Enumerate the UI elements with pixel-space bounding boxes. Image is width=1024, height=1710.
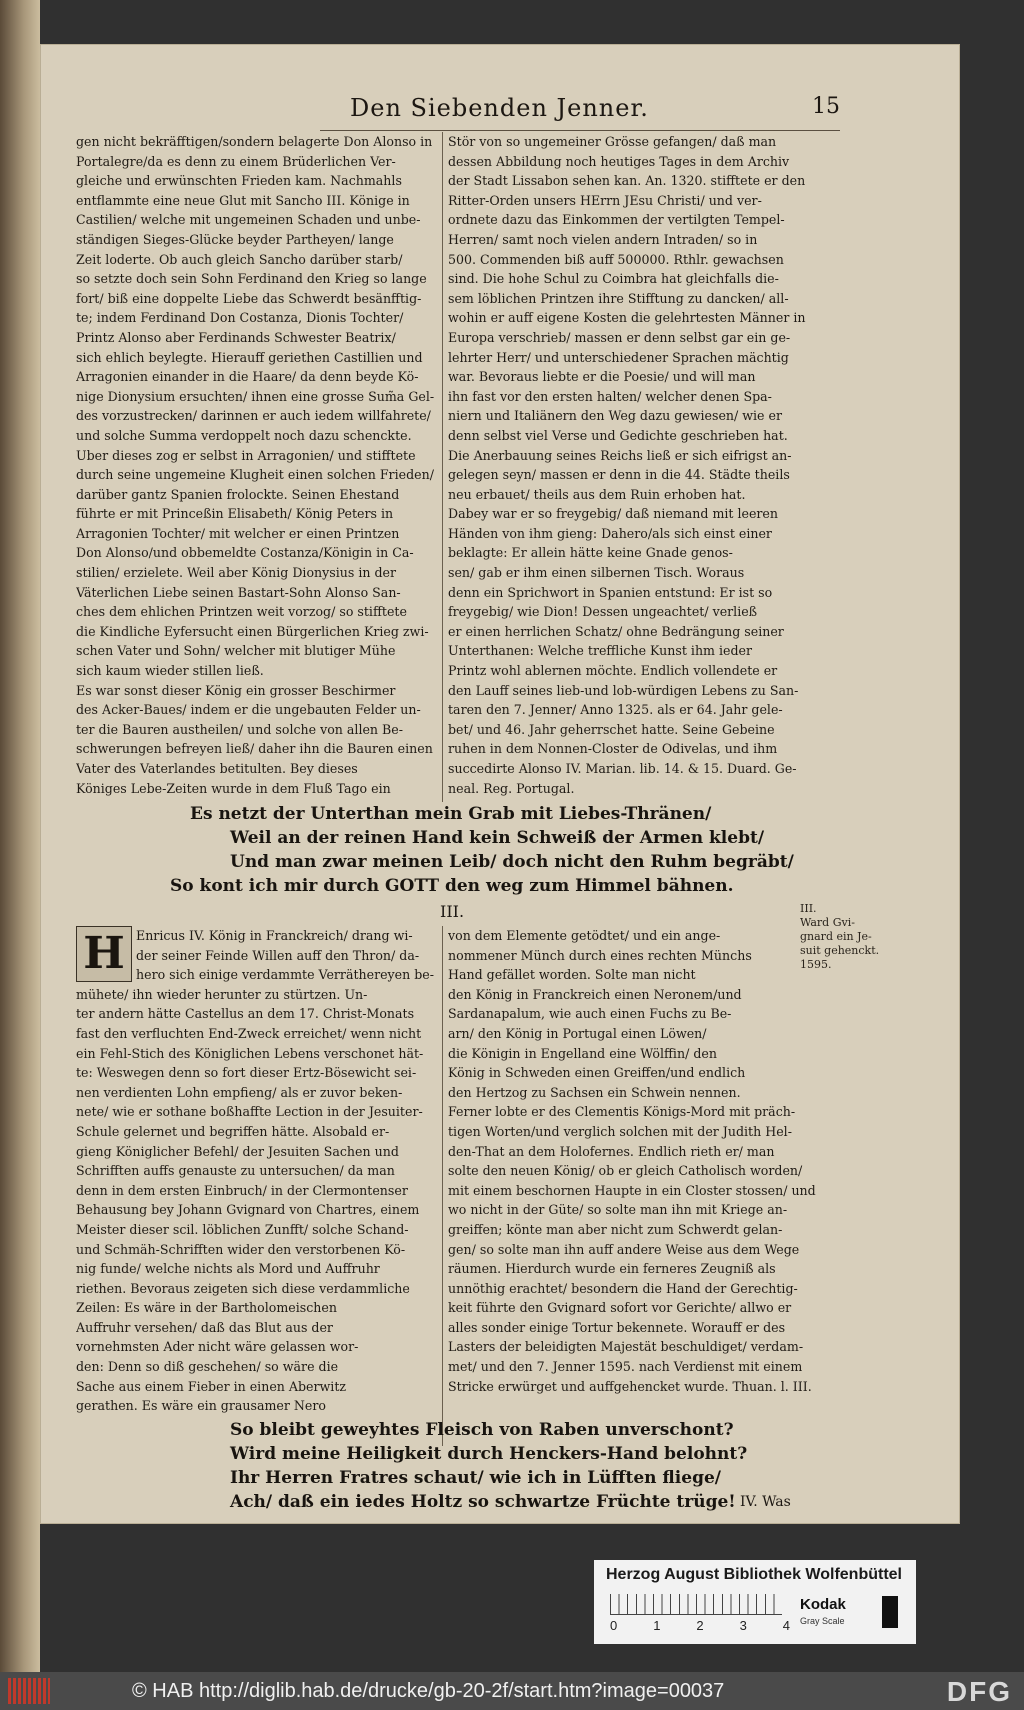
text-line: führte er mit Princeßin Elisabeth/ König Peters in	[76, 506, 394, 522]
text-line: König in Schweden einen Greiffen/und endlich	[448, 1065, 746, 1081]
scanned-page	[40, 44, 960, 1524]
text-line: und Schmäh-Schrifften wider den verstorbenen Kö-	[76, 1241, 406, 1257]
text-line: Auffruhr versehen/ daß das Blut aus der	[76, 1319, 333, 1335]
text-line: Meister dieser scil. löblichen Zunfft/ solche Schand-	[76, 1221, 409, 1237]
text-line: greiffen; könte man aber nicht zum Schwerdt gelan-	[448, 1221, 783, 1237]
text-line: so setzte doch sein Sohn Ferdinand den Krieg so lange	[76, 271, 427, 287]
text-line: gerathen. Es wäre ein grausamer Nero	[76, 1398, 326, 1414]
scale-ruler	[610, 1594, 782, 1615]
gray-scale-label: Gray Scale	[800, 1616, 845, 1626]
column-divider	[442, 926, 443, 1446]
text-line: wo nicht in der Güte/ so solte man ihn mit Kriege an-	[448, 1202, 788, 1218]
text-line: beklagte: Er allein hätte keine Gnade genos-	[448, 545, 733, 561]
text-line: nen verdienten Lohn empfieng/ als er zuvor beken-	[76, 1084, 403, 1100]
text-line: Behausung bey Johann Gvignard von Chartres, einem	[76, 1202, 420, 1218]
decorated-initial: H	[76, 926, 132, 982]
text-line: freygebig/ wie Dion! Dessen ungeachtet/ verließ	[448, 604, 758, 620]
text-line: ständigen Sieges-Glücke beyder Partheyen/ lange	[76, 231, 394, 247]
text-line: unnöthig erachtet/ besondern die Hand der Gerechtig-	[448, 1280, 798, 1296]
text-line: die Königin in Engelland eine Wölffin/ den	[448, 1045, 717, 1061]
text-line: Stricke erwürget und auffgehencket wurde. Thuan. l. III.	[448, 1378, 812, 1394]
text-line: te: Weswegen denn so fort dieser Ertz-Bösewicht sei-	[76, 1065, 417, 1081]
text-line: sem löblichen Printzen ihre Stifftung zu dancken/ all-	[448, 290, 789, 306]
text-line: Zeilen: Es wäre in der Bartholomeischen	[76, 1300, 337, 1316]
text-line: mühete/ ihn wieder herunter zu stürtzen. Un-	[76, 986, 368, 1002]
text-line: den-That an dem Holofernes. Endlich rieth er/ man	[448, 1143, 775, 1159]
text-line: solte den neuen König/ ob er gleich Catholisch worden/	[448, 1163, 803, 1179]
text-line: von dem Elemente getödtet/ und ein ange-	[448, 928, 721, 943]
text-line: ter andern hätte Castellus an dem 17. Christ-Monats	[76, 1006, 415, 1022]
left-column-bottom	[76, 926, 438, 1416]
text-line: Lasters der beleidigten Majestät beschuldiget/ verdam-	[448, 1339, 804, 1355]
column-divider	[442, 132, 443, 802]
text-line: Ritter-Orden unsers HErrn JEsu Christi/ und ver-	[448, 192, 762, 208]
text-line: ruhen in dem Nonnen-Closter de Odivelas, und ihm	[448, 741, 778, 757]
text-line: des vorzustrecken/ darinnen er auch iedem willfahrete/	[76, 408, 431, 424]
text-line: die Kindliche Eyfersucht einen Bürgerlichen Krieg zwi-	[76, 623, 429, 639]
text-line: tigen Worten/und verglich solchen mit der Judith Hel-	[448, 1123, 792, 1139]
right-column-top	[448, 132, 838, 798]
text-line: den Hertzog zu Sachsen ein Schwein nennen.	[448, 1084, 741, 1100]
verse-line: Ihr Herren Fratres schaut/ wie ich in Lüfften fliege/	[230, 1468, 721, 1488]
text-line: Die Anerbauung seines Reichs ließ er sich eifrigst an-	[448, 447, 792, 463]
text-line: Enricus IV. König in Franckreich/ drang wi-	[136, 928, 413, 943]
previous-page-edge	[0, 0, 40, 1672]
text-line: Don Alonso/und obbemeldte Costanza/Königin in Ca-	[76, 545, 414, 561]
text-line: mit einem beschornen Haupte in ein Closter stossen/ und	[448, 1182, 816, 1198]
text-line: te; indem Ferdinand Don Costanza, Dionis Tochter/	[76, 310, 404, 326]
text-line: Dabey war er so freygebig/ daß niemand mit leeren	[448, 506, 778, 522]
text-line: neu erbauet/ theils aus dem Ruin erhoben hat.	[448, 486, 746, 502]
text-line: stilien/ erzielete. Weil aber König Dionysius in der	[76, 565, 397, 581]
text-line: gieng Königlicher Befehl/ der Jesuiten Sachen und	[76, 1143, 399, 1159]
text-line: fast den verfluchten End-Zweck erreichet/ wenn nicht	[76, 1025, 422, 1041]
text-line: denn ein Sprichwort in Spanien entstund: Er ist so	[448, 584, 773, 600]
text-line: Castilien/ welche mit ungemeinen Schaden und unbe-	[76, 212, 421, 228]
text-line: alles sonder einige Tortur bekennete. Worauff er des	[448, 1319, 786, 1335]
text-line: nete/ wie er sothane boßhaffte Lection in der Jesuiter-	[76, 1104, 423, 1120]
margin-note-line: gnard ein Je-	[800, 930, 872, 943]
text-line: arn/ den König in Portugal einen Löwen/	[448, 1025, 707, 1041]
text-line: gleiche und erwünschten Frieden kam. Nachmahls	[76, 173, 402, 189]
text-line: ches dem ehlichen Printzen weit vorzog/ so stifftete	[76, 604, 407, 620]
hab-logo-icon	[8, 1678, 50, 1704]
text-line: schen Vater und Sohn/ welcher mit blutiger Mühe	[76, 643, 396, 659]
text-line: Arragonien Tochter/ mit welcher er einen Printzen	[76, 525, 400, 541]
text-line: des Acker-Baues/ indem er die ungebauten Felder un-	[76, 702, 421, 718]
text-line: Vater des Vaterlandes betitulten. Bey dieses	[76, 761, 358, 776]
margin-note-line: suit gehenckt.	[800, 944, 880, 957]
text-line: met/ und den 7. Jenner 1595. nach Verdienst mit einem	[448, 1359, 803, 1375]
ruler-tick-labels	[610, 1618, 790, 1633]
ruler-tick: 3	[739, 1618, 747, 1633]
text-line: Unterthanen: Welche treffliche Kunst ihm ieder	[448, 643, 753, 659]
text-line: ordnete dazu das Einkommen der vertilgten Tempel-	[448, 212, 785, 228]
page-header	[320, 92, 840, 132]
text-line: Stör von so ungemeiner Grösse gefangen/ daß man	[448, 134, 777, 149]
text-line: fort/ biß eine doppelte Liebe das Schwerdt besänfftig-	[76, 290, 422, 306]
text-line: nig funde/ welche nichts als Mord und Auffruhr	[76, 1261, 380, 1277]
text-line: Es war sonst dieser König ein grosser Beschirmer	[76, 682, 396, 698]
text-line: nommener Münch durch eines rechten Münchs	[448, 947, 752, 963]
text-line: taren den 7. Jenner/ Anno 1325. als er 64. Jahr gele-	[448, 702, 783, 718]
running-title: Den Siebenden Jenner.	[350, 94, 649, 122]
verse-line: Wird meine Heiligkeit durch Henckers-Hand belohnt?	[230, 1444, 748, 1464]
text-line: Uber dieses zog er selbst in Arragonien/ und stifftete	[76, 447, 416, 463]
ruler-tick: 0	[610, 1618, 618, 1633]
text-line: succedirte Alonso IV. Marian. lib. 14. & 15. Duard. Ge-	[448, 761, 797, 776]
text-line: sich ehlich beylegte. Hierauff geriethen Castillien und	[76, 349, 423, 365]
text-line: gen nicht bekräfftigen/sondern belagerte Don Alonso in	[76, 134, 433, 149]
text-line: Printz Alonso aber Ferdinands Schwester Beatrix/	[76, 329, 396, 345]
catchword: IV. Was	[740, 1494, 791, 1510]
text-line: Zeit loderte. Ob auch gleich Sancho darüber starb/	[76, 251, 403, 267]
text-line: darüber gantz Spanien frolockte. Seinen Ehestand	[76, 486, 400, 502]
text-line: lehrter Herr/ und unterschiedener Sprachen mächtig	[448, 349, 789, 365]
text-line: ein Fehl-Stich des Königlichen Lebens verschonet hät-	[76, 1045, 424, 1061]
text-line: vornehmsten Ader nicht wäre gelassen wor-	[76, 1339, 359, 1355]
library-name: Herzog August Bibliothek Wolfenbüttel	[606, 1566, 902, 1583]
text-line: Väterlichen Liebe seinen Bastart-Sohn Alonso San-	[76, 584, 401, 600]
text-line: keit führte den Gvignard sofort vor Gerichte/ allwo er	[448, 1300, 792, 1316]
text-line: 500. Commenden biß auff 500000. Rthlr. gewachsen	[448, 251, 784, 267]
dfg-logo: DFG	[946, 1676, 1012, 1707]
text-line: hero sich einige verdammte Verräthereyen be-	[136, 967, 435, 983]
text-line: gen/ so solte man ihn auff andere Weise aus dem Wege	[448, 1241, 800, 1257]
verse-line: Ach/ daß ein iedes Holtz so schwartze Früchte trüge!	[230, 1492, 736, 1512]
text-line: riethen. Bevoraus zeigeten sich diese verdammliche	[76, 1280, 410, 1296]
text-line: Händen von ihm gieng: Dahero/als sich einst einer	[448, 525, 772, 541]
text-line: sind. Die hohe Schul zu Coimbra hat gleichfalls die-	[448, 271, 779, 287]
gray-patch	[882, 1596, 898, 1628]
text-line: durch seine ungemeine Klugheit einen solchen Frieden/	[76, 467, 434, 483]
ruler-tick: 2	[696, 1618, 704, 1633]
text-line: Herren/ samt noch vielen andern Intraden/ so in	[448, 231, 758, 247]
text-line: den Lauff seines lieb-und lob-würdigen Lebens zu San-	[448, 682, 799, 698]
text-line: ter die Bauren austheilen/ und solche von allen Be-	[76, 721, 404, 737]
kodak-logo: Kodak	[800, 1596, 846, 1613]
text-line: sen/ gab er ihm einen silbernen Tisch. Woraus	[448, 565, 745, 581]
text-line: Sardanapalum, wie auch einen Fuchs zu Be-	[448, 1006, 732, 1022]
margin-note-line: III.	[800, 902, 817, 915]
text-line: den: Denn so diß geschehen/ so wäre die	[76, 1359, 339, 1375]
page-number: 15	[812, 94, 840, 119]
left-column-top	[76, 132, 438, 798]
text-line: Printz wohl ablernen möchte. Endlich vollendete er	[448, 663, 778, 679]
text-line: dessen Abbildung noch heutiges Tages in dem Archiv	[448, 153, 790, 169]
text-line: er einen herrlichen Schatz/ ohne Bedrängung seiner	[448, 623, 784, 639]
text-line: Schule gelernet und begriffen hätte. Alsobald er-	[76, 1123, 390, 1139]
text-line: bet/ und 46. Jahr geherrschet hatte. Seine Gebeine	[448, 721, 775, 737]
text-line: räumen. Hierdurch wurde ein ferneres Zeugniß als	[448, 1261, 776, 1277]
text-line: entflammte eine neue Glut mit Sancho III. Könige in	[76, 192, 410, 208]
color-calibration-card	[594, 1560, 916, 1644]
text-line: Ferner lobte er des Clementis Königs-Mord mit präch-	[448, 1104, 796, 1120]
text-line: niern und Italiänern den Weg dazu gewiesen/ wie er	[448, 408, 782, 424]
viewer-footer	[0, 1672, 1024, 1710]
source-url-link[interactable]: © HAB http://diglib.hab.de/drucke/gb-20-2f/start.htm?image=00037	[132, 1680, 725, 1702]
section-number: III.	[440, 902, 465, 921]
verse-line: Weil an der reinen Hand kein Schweiß der Armen klebt/	[230, 828, 765, 848]
right-column-bottom	[448, 926, 838, 1396]
text-line: war. Bevoraus liebte er die Poesie/ und will man	[448, 369, 756, 385]
verse-line: Es netzt der Unterthan mein Grab mit Liebes-Thränen/	[190, 804, 712, 824]
text-line: schwerungen befreyen ließ/ daher ihn die Bauren einen	[76, 741, 433, 757]
text-line: und solche Summa verdoppelt noch dazu schenckte.	[76, 427, 412, 443]
text-line: der Stadt Lissabon sehen kan. An. 1320. stifftete er den	[448, 173, 806, 189]
text-line: Europa verschrieb/ massen er denn selbst gar ein ge-	[448, 329, 791, 345]
margin-note-line: Ward Gvi-	[800, 916, 855, 929]
text-line: neal. Reg. Portugal.	[448, 780, 575, 796]
text-line: sich kaum wieder stillen ließ.	[76, 663, 264, 679]
text-line: Königes Lebe-Zeiten wurde in dem Fluß Tago ein	[76, 780, 391, 796]
text-line: Arragonien einander in die Haare/ da denn beyde Kö-	[76, 369, 419, 385]
verse-line: So bleibt geweyhtes Fleisch von Raben unverschont?	[230, 1420, 734, 1440]
text-line: Hand gefället worden. Solte man nicht	[448, 967, 696, 983]
text-line: denn in dem ersten Einbruch/ in der Clermontenser	[76, 1182, 408, 1198]
verse-line: Und man zwar meinen Leib/ doch nicht den Ruhm begräbt/	[230, 852, 794, 872]
ruler-tick: 4	[782, 1618, 790, 1633]
text-line: wohin er auff eigene Kosten die gelehrtesten Männer in	[448, 310, 806, 326]
text-line: ihn fast vor den ersten halten/ welcher denen Spa-	[448, 388, 772, 404]
header-rule	[320, 130, 840, 131]
text-line: den König in Franckreich einen Neronem/und	[448, 986, 742, 1002]
text-line: denn selbst viel Verse und Gedichte geschrieben hat.	[448, 427, 788, 443]
text-line: Sache aus einem Fieber in einen Aberwitz	[76, 1378, 347, 1394]
text-line: Schrifften auffs genauste zu untersuchen/ da man	[76, 1163, 395, 1179]
ruler-tick: 1	[653, 1618, 661, 1633]
text-line: nige Dionysium ersuchten/ ihnen eine grosse Sum̃a Gel-	[76, 388, 435, 404]
text-line: der seiner Feinde Willen auff den Thron/ da-	[136, 947, 420, 963]
margin-note-line: 1595.	[800, 958, 832, 971]
verse-line: So kont ich mir durch GOTT den weg zum Himmel bähnen.	[170, 876, 734, 896]
text-line: gelegen seyn/ massen er denn in die 44. Städte theils	[448, 467, 790, 483]
text-line: Portalegre/da es denn zu einem Brüderlichen Ver-	[76, 153, 396, 169]
